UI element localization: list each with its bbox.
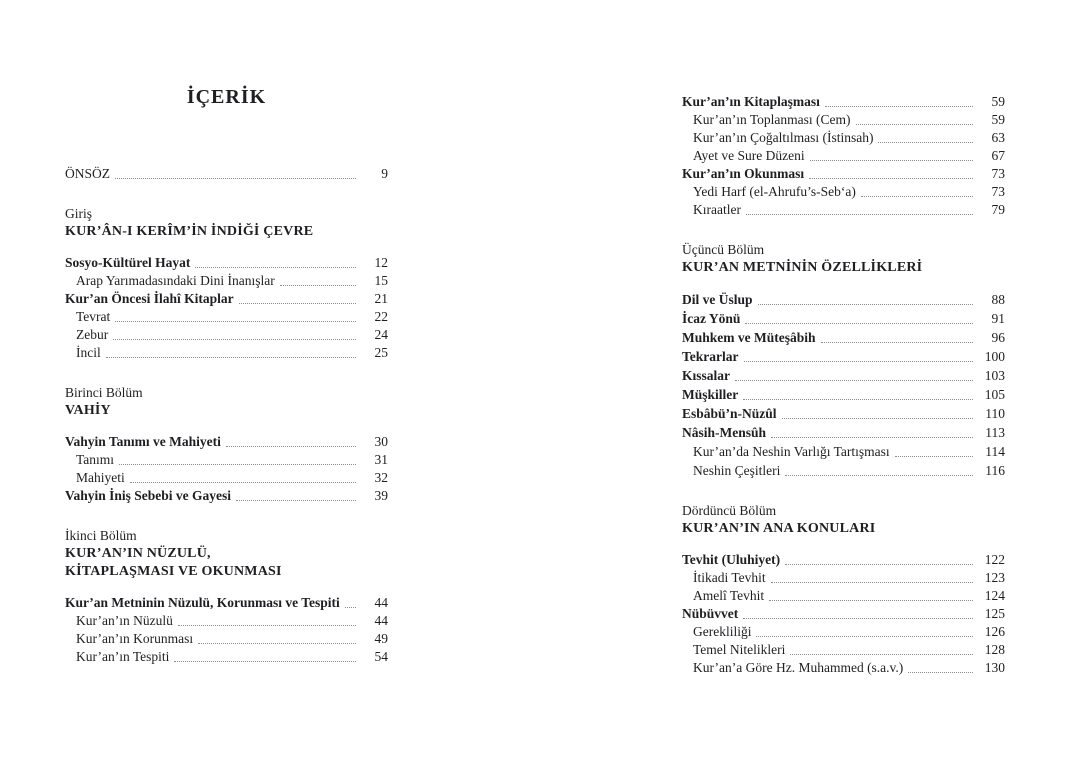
dotted-leader — [782, 418, 973, 419]
chapter-kicker: Üçüncü Bölüm — [682, 242, 765, 257]
toc-entry[interactable] — [682, 328, 1005, 347]
toc-entry[interactable] — [682, 201, 1005, 219]
chapter-title-line: KUR’AN’IN ANA KONULARI — [682, 521, 876, 536]
toc-entry-page: 63 — [991, 130, 1005, 145]
dotted-leader — [743, 618, 973, 619]
toc-entries-group — [65, 254, 388, 362]
dotted-leader — [174, 661, 356, 662]
toc-entry-label: Kur’an’ın Çoğaltılması (İstinsah) — [693, 130, 874, 145]
toc-entry[interactable] — [65, 308, 388, 326]
dotted-leader — [810, 160, 973, 161]
toc-entry-page: 91 — [991, 311, 1005, 326]
toc-entry-page: 59 — [991, 94, 1005, 109]
dotted-leader — [861, 196, 973, 197]
toc-entry[interactable] — [682, 347, 1005, 366]
toc-entry-label: Kur’an Metninin Nüzulü, Korunması ve Tespiti — [65, 595, 340, 610]
dotted-leader — [226, 446, 356, 447]
toc-entry[interactable] — [65, 433, 388, 451]
toc-entry-label: Neshin Çeşitleri — [693, 463, 781, 478]
toc-entry[interactable] — [682, 129, 1005, 147]
toc-entry-page: 128 — [984, 642, 1005, 657]
toc-entry[interactable] — [682, 404, 1005, 423]
toc-entry[interactable] — [682, 165, 1005, 183]
toc-entries-group — [682, 551, 1005, 677]
toc-entry-page: 123 — [984, 570, 1005, 585]
toc-entry[interactable] — [682, 587, 1005, 605]
toc-entry-page: 44 — [374, 595, 388, 610]
toc-entry[interactable] — [65, 648, 388, 666]
dotted-leader — [119, 464, 356, 465]
toc-title: İÇERİK — [186, 86, 267, 108]
toc-entry-page: 125 — [984, 606, 1005, 621]
toc-entry-label: Yedi Harf (el-Ahrufu’s-Seb‘a) — [693, 184, 856, 199]
toc-entry-label: Tanımı — [76, 452, 115, 467]
toc-entry-page: 105 — [984, 387, 1005, 402]
toc-entry[interactable] — [682, 183, 1005, 201]
toc-entry-label: Nâsih-Mensûh — [682, 425, 767, 440]
toc-entry[interactable] — [682, 659, 1005, 677]
toc-entries-group — [682, 93, 1005, 219]
toc-entry-page: 73 — [991, 184, 1005, 199]
toc-entry-label: Kur’an’ın Kitaplaşması — [682, 94, 820, 109]
toc-entry[interactable] — [65, 630, 388, 648]
dotted-leader — [115, 321, 356, 322]
toc-entry-label: Esbâbü’n-Nüzûl — [682, 406, 777, 421]
dotted-leader — [878, 142, 973, 143]
toc-entry-page: 79 — [991, 202, 1005, 217]
toc-entry-label: İncil — [76, 345, 101, 360]
dotted-leader — [106, 357, 356, 358]
toc-entry-page: 73 — [991, 166, 1005, 181]
toc-entry[interactable] — [682, 111, 1005, 129]
dotted-leader — [743, 399, 973, 400]
toc-entry-page: 32 — [374, 470, 388, 485]
toc-entry-label: Tevhit (Uluhiyet) — [682, 552, 781, 567]
dotted-leader — [735, 380, 973, 381]
chapter-kicker: Giriş — [65, 206, 92, 221]
toc-entry[interactable] — [65, 326, 388, 344]
toc-entries-group — [682, 290, 1005, 480]
dotted-leader — [809, 178, 973, 179]
dotted-leader — [345, 607, 356, 608]
toc-entry-page: 116 — [985, 463, 1005, 478]
toc-entry-label: Sosyo-Kültürel Hayat — [65, 255, 191, 270]
toc-entry-page: 39 — [374, 488, 388, 503]
toc-entry-label: Müşkiller — [682, 387, 739, 402]
toc-entry-page: 30 — [374, 434, 388, 449]
toc-entry[interactable] — [682, 551, 1005, 569]
toc-entry[interactable] — [682, 623, 1005, 641]
toc-entry-label: Dil ve Üslup — [682, 292, 753, 307]
dotted-leader — [113, 339, 356, 340]
toc-entries-group — [65, 594, 388, 666]
toc-entry-page: 122 — [984, 552, 1005, 567]
chapter-title-line: KİTAPLAŞMASI VE OKUNMASI — [65, 564, 282, 579]
toc-entry-label: Zebur — [76, 327, 109, 342]
dotted-leader — [790, 654, 973, 655]
toc-entry-page: 96 — [991, 330, 1005, 345]
toc-entry-page: 54 — [374, 649, 388, 664]
toc-entry-label: Ayet ve Sure Düzeni — [693, 148, 805, 163]
chapter-title-line: KUR’AN METNİNİN ÖZELLİKLERİ — [682, 260, 923, 275]
dotted-leader — [758, 304, 973, 305]
toc-entry-page: 31 — [374, 452, 388, 467]
chapter-title-line: KUR’AN’IN NÜZULÜ, — [65, 546, 211, 561]
toc-entry-page: 88 — [991, 292, 1005, 307]
toc-entry-label: Vahyin Tanımı ve Mahiyeti — [65, 434, 221, 449]
dotted-leader — [769, 600, 973, 601]
toc-entry[interactable] — [682, 442, 1005, 461]
toc-entries-group — [65, 165, 388, 183]
toc-entry[interactable] — [682, 290, 1005, 309]
toc-entry-page: 67 — [991, 148, 1005, 163]
toc-entry-label: Kur’an’ın Tespiti — [76, 649, 170, 664]
dotted-leader — [744, 361, 974, 362]
toc-entry[interactable] — [682, 605, 1005, 623]
toc-entry[interactable] — [65, 612, 388, 630]
dotted-leader — [746, 214, 973, 215]
chapter-kicker: İkinci Bölüm — [65, 528, 137, 543]
toc-entry[interactable] — [682, 461, 1005, 480]
chapter-heading — [682, 241, 1005, 277]
toc-entry-label: Tekrarlar — [682, 349, 739, 364]
toc-entry-label: Kur’an’ın Nüzulü — [76, 613, 173, 628]
toc-entry-label: Kur’an’ın Korunması — [76, 631, 194, 646]
left-blocks — [65, 165, 388, 666]
toc-entry[interactable] — [682, 147, 1005, 165]
dotted-leader — [771, 437, 973, 438]
toc-entry[interactable] — [682, 385, 1005, 404]
toc-entry-page: 44 — [374, 613, 388, 628]
toc-entry[interactable] — [682, 93, 1005, 111]
toc-entry-page: 114 — [985, 444, 1005, 459]
chapter-heading — [65, 205, 388, 241]
toc-entry[interactable] — [682, 641, 1005, 659]
chapter-kicker: Dördüncü Bölüm — [682, 503, 777, 518]
dotted-leader — [130, 482, 356, 483]
toc-entry[interactable] — [65, 254, 388, 272]
toc-entry-page: 124 — [984, 588, 1005, 603]
toc-entry[interactable] — [682, 309, 1005, 328]
chapter-kicker: Birinci Bölüm — [65, 385, 143, 400]
toc-entry-label: Kıraatler — [693, 202, 741, 217]
toc-entry-label: Nübüvvet — [682, 606, 739, 621]
dotted-leader — [785, 564, 973, 565]
dotted-leader — [908, 672, 973, 673]
chapter-title-line: VAHİY — [65, 403, 111, 418]
toc-entry-label: İcaz Yönü — [682, 311, 741, 326]
toc-entry-page: 15 — [374, 273, 388, 288]
dotted-leader — [115, 178, 356, 179]
dotted-leader — [756, 636, 973, 637]
toc-entry-page: 103 — [984, 368, 1005, 383]
toc-entry[interactable] — [65, 165, 388, 183]
toc-entry-label: Temel Nitelikleri — [693, 642, 786, 657]
toc-entry-page: 113 — [985, 425, 1005, 440]
toc-entry-label: Tevrat — [76, 309, 111, 324]
toc-entry-label: Kur’an’a Göre Hz. Muhammed (s.a.v.) — [693, 660, 904, 675]
toc-entry[interactable] — [65, 290, 388, 308]
toc-entry-label: Mahiyeti — [76, 470, 125, 485]
dotted-leader — [178, 625, 356, 626]
toc-entry[interactable] — [65, 344, 388, 362]
toc-entry[interactable] — [682, 569, 1005, 587]
toc-entry[interactable] — [65, 451, 388, 469]
chapter-heading — [682, 502, 1005, 538]
toc-entry-label: ÖNSÖZ — [65, 166, 111, 181]
dotted-leader — [895, 456, 973, 457]
toc-entry-page: 126 — [984, 624, 1005, 639]
dotted-leader — [195, 267, 356, 268]
toc-entry-label: Kur’an’da Neshin Varlığı Tartışması — [693, 444, 890, 459]
dotted-leader — [745, 323, 973, 324]
toc-entry-label: Muhkem ve Müteşâbih — [682, 330, 816, 345]
right-blocks — [682, 93, 1005, 677]
chapter-heading — [65, 527, 388, 581]
dotted-leader — [771, 582, 973, 583]
dotted-leader — [236, 500, 356, 501]
toc-entry[interactable] — [65, 487, 388, 505]
toc-entry-label: Gerekliliği — [693, 624, 752, 639]
toc-column-left — [65, 0, 388, 666]
toc-entry-label: İtikadi Tevhit — [693, 570, 766, 585]
toc-entry-page: 24 — [374, 327, 388, 342]
toc-entry-page: 12 — [374, 255, 388, 270]
toc-entry-label: Vahyin İniş Sebebi ve Gayesi — [65, 488, 232, 503]
toc-entry-label: Kıssalar — [682, 368, 731, 383]
toc-entry-page: 22 — [374, 309, 388, 324]
toc-entry-label: Kur’an Öncesi İlahî Kitaplar — [65, 291, 234, 306]
toc-entry-label: Amelî Tevhit — [693, 588, 765, 603]
toc-entry-page: 100 — [984, 349, 1005, 364]
toc-entry-label: Arap Yarımadasındaki Dini İnanışlar — [76, 273, 275, 288]
toc-entry-page: 110 — [985, 406, 1005, 421]
toc-entry-label: Kur’an’ın Okunması — [682, 166, 805, 181]
toc-entry-page: 21 — [374, 291, 388, 306]
dotted-leader — [856, 124, 973, 125]
dotted-leader — [785, 475, 973, 476]
toc-entry-label: Kur’an’ın Toplanması (Cem) — [693, 112, 851, 127]
toc-entry-page: 49 — [374, 631, 388, 646]
toc-entry[interactable] — [682, 366, 1005, 385]
toc-entry[interactable] — [65, 272, 388, 290]
toc-entries-group — [65, 433, 388, 505]
dotted-leader — [198, 643, 356, 644]
toc-entry[interactable] — [65, 469, 388, 487]
toc-entry[interactable] — [682, 423, 1005, 442]
chapter-heading — [65, 384, 388, 420]
dotted-leader — [239, 303, 356, 304]
dotted-leader — [825, 106, 973, 107]
toc-entry-page: 9 — [381, 166, 388, 181]
dotted-leader — [821, 342, 973, 343]
toc-entry-page: 130 — [984, 660, 1005, 675]
dotted-leader — [280, 285, 356, 286]
toc-entry-page: 25 — [374, 345, 388, 360]
toc-entry[interactable] — [65, 594, 388, 612]
chapter-title-line: KUR’ÂN-I KERÎM’İN İNDİĞİ ÇEVRE — [65, 224, 314, 239]
toc-column-right — [682, 0, 1005, 677]
toc-entry-page: 59 — [991, 112, 1005, 127]
